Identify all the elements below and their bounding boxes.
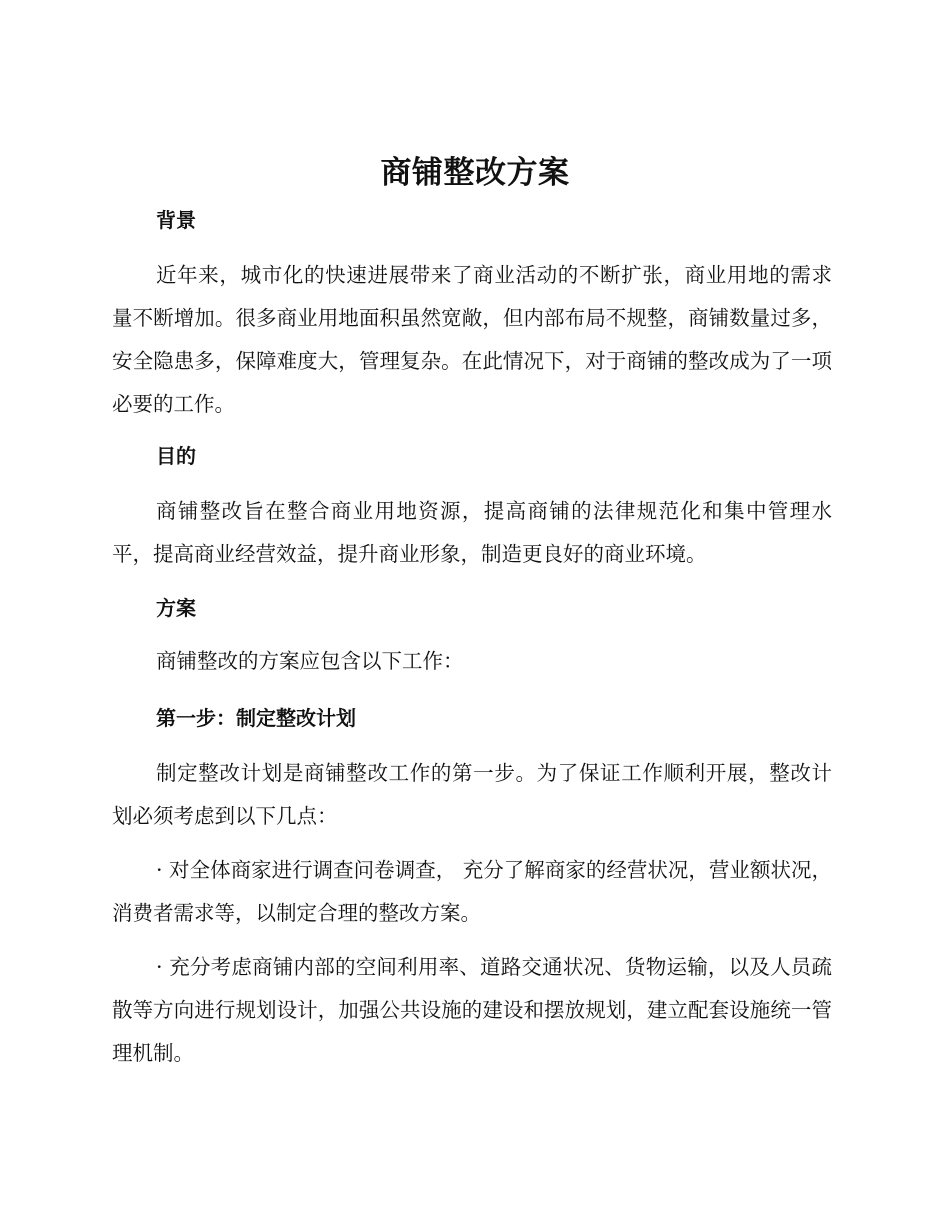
background-paragraph: 近年来，城市化的快速进展带来了商业活动的不断扩张，商业用地的需求量不断增加。很多商业用地面积虽然宽敞，但内部布局不规整，商铺数量过多，安全隐患多，保障难度大，管理复杂。在此情况下，对于商铺的整改成为了一项必要的工作。: [112, 263, 832, 416]
section-heading-purpose: 目的: [156, 444, 196, 468]
section-heading-plan: 方案: [156, 596, 196, 620]
step1-bullet-item: · 充分考虑商铺内部的空间利用率、道路交通状况、货物运输，以及人员疏散等方向进行规划设计，加强公共设施的建设和摆放规划，建立配套设施统一管理机制。: [112, 955, 832, 1065]
purpose-paragraph: 商铺整改旨在整合商业用地资源，提高商铺的法律规范化和集中管理水平，提高商业经营效益，提升商业形象，制造更良好的商业环境。: [112, 499, 832, 566]
section-heading-step1: 第一步：制定整改计划: [156, 706, 356, 730]
section-heading-background: 背景: [156, 208, 196, 232]
document-title: 商铺整改方案: [380, 155, 570, 191]
step1-bullet-item: · 对全体商家进行调查问卷调查， 充分了解商家的经营状况，营业额状况，消费者需求等，以制定合理的整改方案。: [112, 858, 832, 925]
plan-intro-paragraph: 商铺整改的方案应包含以下工作：: [156, 649, 464, 673]
step1-paragraph: 制定整改计划是商铺整改工作的第一步。为了保证工作顺利开展，整改计划必须考虑到以下几点：: [112, 761, 832, 828]
